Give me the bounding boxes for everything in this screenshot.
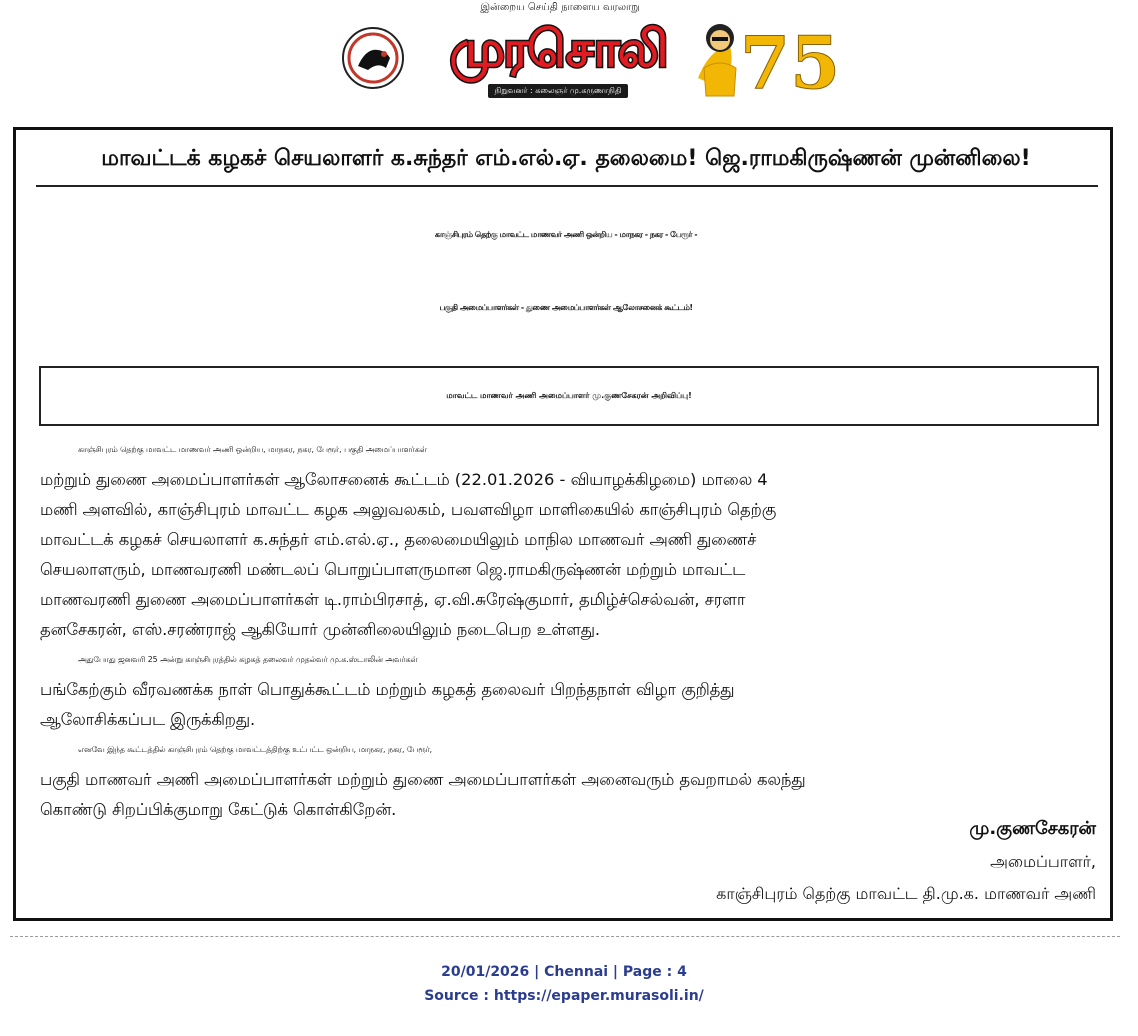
- headline-line-2: பகுதி அமைப்பாளர்கள் - துணை அமைப்பாளர்கள் ஆலோசனைக் கூட்டம்!: [439, 303, 693, 312]
- signer-title: அமைப்பாளர்,: [990, 852, 1096, 871]
- body-line: எனவே இந்த கூட்டத்தில் காஞ்சிபுரம் தெற்கு மாவட்டத்திற்கு உட்பட்ட ஒன்றிய, மாநகர, நகர, பேரூர்,: [78, 745, 433, 754]
- kicker-divider: [36, 185, 1098, 187]
- body-line: பகுதி மாணவர் அணி அமைப்பாளர்கள் மற்றும் துணை அமைப்பாளர்கள் அனைவரும் தவறாமல் கலந்து: [40, 770, 806, 789]
- body-line: பங்கேற்கும் வீரவணக்க நாள் பொதுக்கூட்டம் மற்றும் கழகத் தலைவர் பிறந்தநாள் விழா குறித்து: [40, 680, 735, 699]
- logo-text: முரசொலி: [449, 20, 667, 78]
- body-line: மணி அளவில், காஞ்சிபுரம் மாவட்ட கழக அலுவலகம், பவளவிழா மாளிகையில் காஞ்சிபுரம் தெற்கு: [40, 500, 777, 519]
- anniversary-75-icon: [690, 8, 841, 105]
- founder-line: நிறுவனர் : கலைஞர் மு.கருணாநிதி: [488, 84, 628, 98]
- masthead: [0, 0, 1128, 118]
- body-line: ஆலோசிக்கப்பட இருக்கிறது.: [40, 710, 256, 729]
- anniversary-number: 75: [740, 20, 841, 105]
- masthead-tagline: இன்றைய செய்தி நாளைய வரலாறு: [480, 2, 640, 13]
- footer-source-link[interactable]: Source : https://epaper.murasoli.in/: [424, 988, 704, 1004]
- subhead-box: [39, 366, 1099, 426]
- body-line: செயலாளரும், மாணவரணி மண்டலப் பொறுப்பாளருமான ஜெ.ராமகிருஷ்ணன் மற்றும் மாவட்ட: [40, 560, 746, 579]
- masthead-logo: [408, 14, 708, 94]
- body-line: காஞ்சிபுரம் தெற்கு மாவட்ட மாணவர் அணி ஒன்றிய, மாநகர, நகர, பேரூர், பகுதி அமைப்பாளர்கள்: [78, 445, 427, 454]
- signer-name: மு.குணசேகரன்: [969, 818, 1096, 839]
- article-box: [13, 127, 1113, 921]
- body-line: மற்றும் துணை அமைப்பாளர்கள் ஆலோசனைக் கூட்டம் (22.01.2026 - வியாழக்கிழமை) மாலை 4: [40, 470, 768, 489]
- body-line: மாவட்டக் கழகச் செயலாளர் க.சுந்தர் எம்.எல்.ஏ., தலைமையிலும் மாநில மாணவர் அணி துணைச்: [40, 530, 757, 549]
- footer-divider: [10, 936, 1120, 937]
- article-kicker: மாவட்டக் கழகச் செயலாளர் க.சுந்தர் எம்.எல்.ஏ. தலைமை! ஜெ.ராமகிருஷ்ணன் முன்னிலை!: [101, 146, 1031, 171]
- footer-date-line: 20/01/2026 | Chennai | Page : 4: [441, 964, 687, 980]
- signer-organization: காஞ்சிபுரம் தெற்கு மாவட்ட தி.மு.க. மாணவர் அணி: [716, 884, 1096, 903]
- party-emblem-icon: [338, 18, 408, 98]
- body-line: அதுபோது ஜனவரி 25 அன்று காஞ்சிபுரத்தில் கழகத் தலைவர் முதல்வர் மு.க.ஸ்டாலின் அவர்கள்: [78, 655, 418, 664]
- subhead: மாவட்ட மாணவர் அணி அமைப்பாளர் மு.குணசேகரன் அறிவிப்பு!: [446, 391, 692, 400]
- headline-line-1: காஞ்சிபுரம் தெற்கு மாவட்ட மாணவர் அணி ஒன்றிய - மாநகர - நகர - பேரூர் -: [434, 230, 698, 239]
- body-line: கொண்டு சிறப்பிக்குமாறு கேட்டுக் கொள்கிறேன்.: [40, 800, 397, 819]
- body-line: மாணவரணி துணை அமைப்பாளர்கள் டி.ராம்பிரசாத், ஏ.வி.சுரேஷ்குமார், தமிழ்ச்செல்வன், சரளா: [40, 590, 746, 609]
- body-line: தனசேகரன், எஸ்.சரண்ராஜ் ஆகியோர் முன்னிலையிலும் நடைபெற உள்ளது.: [40, 620, 601, 639]
